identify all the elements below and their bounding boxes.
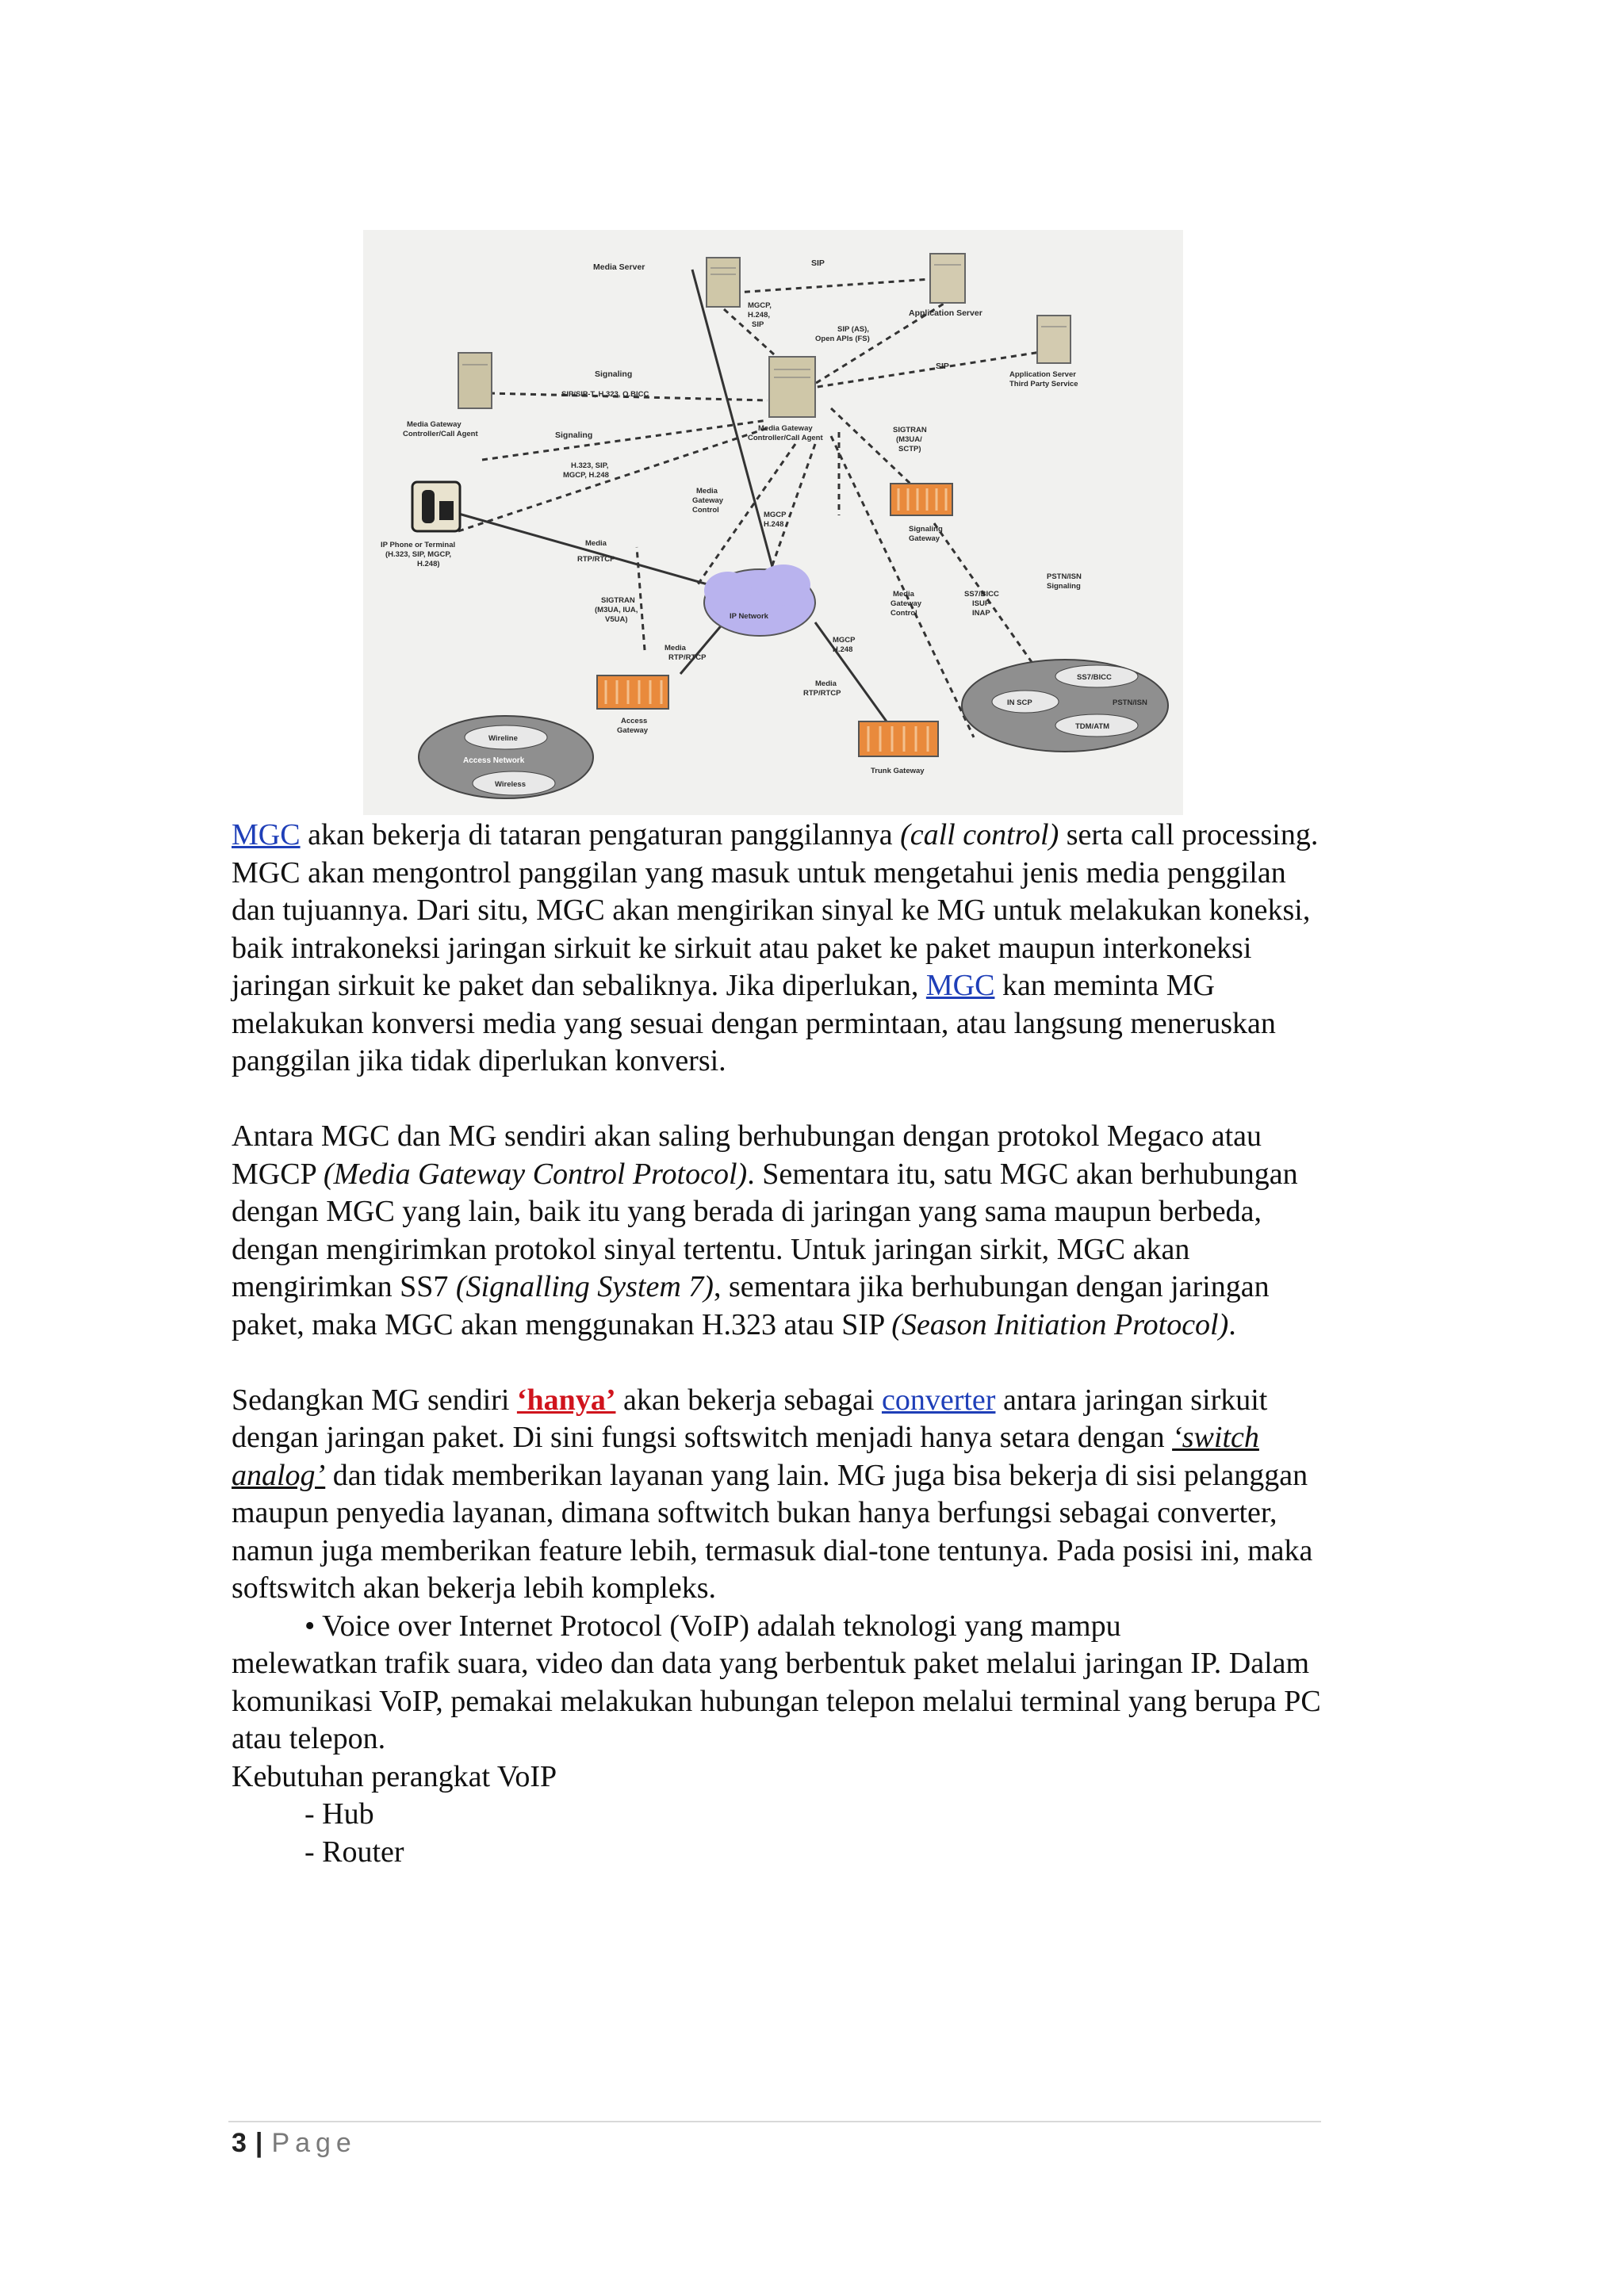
label-media3-2: RTP/RTCP [803, 689, 841, 698]
label-cloud-tdm: TDM/ATM [1075, 722, 1110, 731]
text: melewatkan trafik suara, video dan data yang berbentuk paket melalui jaringan IP. Dalam komunikasi VoIP, pemakai melakukan hubungan telepon melalui terminal yang berupa PC atau telepon. [232, 1647, 1321, 1755]
label-ss7-2: ISUP [972, 599, 990, 608]
label-mgcp-h248-sip-1: MGCP, [748, 301, 772, 310]
text: akan bekerja sebagai [615, 1383, 882, 1417]
paragraph-mgc [232, 817, 1326, 1081]
mgc-link-2[interactable]: MGC [925, 969, 995, 1002]
label-wireless: Wireless [495, 780, 526, 789]
softswitch-architecture-diagram [363, 230, 1183, 815]
label-application-server: Application Server [909, 308, 982, 318]
label-media-1: Media [585, 539, 607, 548]
label-cloud-inscp: IN SCP [1007, 698, 1032, 707]
label-media2-1: Media [665, 644, 686, 652]
label-signaling-gateway-1: Signaling [909, 525, 943, 534]
text: . [1228, 1307, 1236, 1341]
label-wireline: Wireline [488, 734, 518, 743]
mgc-left-server-icon [458, 353, 492, 408]
text: , sementara jika berhubungan dengan jaringan paket, maka MGC akan menggunakan H.323 atau SIP [232, 1270, 1270, 1341]
label-mgc-center-2: Controller/Call Agent [748, 434, 823, 442]
label-signaling-2: Signaling [555, 430, 593, 440]
label-ss7-3: INAP [972, 609, 990, 618]
italic-text: (Season Initiation Protocol) [891, 1307, 1229, 1341]
label-signaling-1: Signaling [595, 369, 633, 379]
media-server-icon [707, 258, 740, 307]
text: antara jaringan sirkuit dengan jaringan paket. Di sini fungsi softswitch menjadi hanya setara dengan [232, 1383, 1268, 1454]
document-body [232, 817, 1326, 1871]
label-media-server: Media Server [593, 262, 645, 272]
third-party-server-icon [1037, 316, 1071, 363]
label-app-server-3p-1: Application Server [1009, 370, 1076, 379]
label-sigtran-top-1: SIGTRAN [893, 426, 927, 434]
application-server-icon [930, 254, 965, 303]
paragraph-voip [232, 1608, 1326, 1758]
label-mg-control2-1: Media [893, 590, 914, 599]
label-ip-phone-1: IP Phone or Terminal [381, 541, 456, 549]
text: akan bekerja di tataran pengaturan panggilannya [300, 818, 901, 851]
label-ip-phone-2: (H.323, SIP, MGCP, [385, 550, 452, 559]
trunk-gateway-icon [859, 721, 938, 756]
label-ip-network: IP Network [730, 612, 768, 621]
label-sip-as-2: Open APIs (FS) [815, 335, 870, 343]
label-cloud-ss7: SS7/BICC [1077, 673, 1112, 682]
label-mgcp-h248-b-1: MGCP [833, 636, 856, 645]
label-mgc-left-1: Media Gateway [407, 420, 462, 429]
label-pstn-signaling-1: PSTN/ISN [1047, 572, 1082, 581]
emphasis-hanya: ‘hanya’ [516, 1383, 616, 1417]
label-sip-sipt: SIP/SIP-T, H.323, Q.BICC [561, 390, 649, 399]
label-sigtran-left-3: V5UA) [605, 615, 628, 624]
label-mg-control1-3: Control [692, 506, 719, 515]
label-h323-1: H.323, SIP, [571, 461, 609, 470]
label-sigtran-top-2: (M3UA/ [896, 435, 922, 444]
label-mg-control2-3: Control [891, 609, 917, 618]
label-sip-top: SIP [811, 258, 825, 268]
label-ip-phone-3: H.248) [417, 560, 440, 568]
label-sigtran-top-3: SCTP) [898, 445, 921, 453]
label-media2-2: RTP/RTCP [668, 653, 707, 662]
label-mgcp-h248-a-2: H.248 [764, 520, 784, 529]
footer-divider [228, 2121, 1321, 2122]
voip-requirements-heading: Kebutuhan perangkat VoIP [232, 1759, 557, 1793]
label-mg-control1-1: Media [696, 487, 718, 496]
converter-link[interactable]: converter [881, 1383, 996, 1417]
text: Sedangkan MG sendiri [232, 1383, 517, 1417]
italic-text: (call control) [900, 818, 1059, 851]
ip-phone-icon [412, 482, 460, 531]
label-signaling-gateway-2: Gateway [909, 534, 940, 543]
label-mg-control2-2: Gateway [891, 599, 922, 608]
label-cloud-pstn: PSTN/ISN [1113, 698, 1147, 707]
label-mgcp-h248-sip-2: H.248, [748, 311, 770, 320]
label-media3-1: Media [815, 679, 837, 688]
text: dan tidak memberikan layanan yang lain. MG juga bisa bekerja di sisi pelanggan maupun penyedia layanan, dimana softwitch bukan hanya berfungsi sebagai converter, namun juga memberikan feature lebih, termasuk dial-tone tentunya. Pada posisi ini, maka softswitch akan bekerja lebih kompleks. [232, 1458, 1313, 1605]
italic-text: (Signalling System 7) [455, 1270, 714, 1303]
access-gateway-icon [597, 675, 668, 709]
label-h323-2: MGCP, H.248 [563, 471, 609, 480]
italic-text: (Media Gateway Control Protocol) [323, 1157, 748, 1191]
label-access-network: Access Network [463, 756, 525, 765]
text: serta call processing. MGC akan mengontrol panggilan yang masuk untuk mengetahui jenis media penggilan dan tujuannya. Dari situ, MGC akan mengirikan sinyal ke MG untuk melakukan koneksi, baik intrakoneksi jaringan sirkuit ke sirkuit atau paket ke paket maupun interkoneksi jaringan sirkuit ke paket dan sebaliknya. Jika diperlukan, [232, 818, 1319, 1002]
label-mgcp-h248-a-1: MGCP [764, 511, 787, 519]
label-mgcp-h248-b-2: H.248 [833, 645, 853, 654]
network-diagram [363, 230, 1183, 815]
underlined-italic-text: ‘switch analog’ [232, 1421, 1259, 1492]
label-mgc-center-1: Media Gateway [758, 424, 813, 433]
text: . Sementara itu, satu MGC akan berhubungan dengan MGC yang lain, baik itu yang berada di jaringan yang sama maupun berbeda, dengan mengirimkan protokol sinyal tertentu. Untuk jaringan sirkit, MGC akan mengirimkan SS7 [232, 1157, 1298, 1303]
label-mg-control1-2: Gateway [692, 496, 724, 505]
bullet-text: • Voice over Internet Protocol (VoIP) adalah teknologi yang mampu [304, 1609, 1121, 1643]
label-ss7-1: SS7/BICC [964, 590, 999, 599]
label-sip-as-1: SIP (AS), [837, 325, 869, 334]
label-access-gateway-1: Access [621, 717, 648, 725]
label-trunk-gateway: Trunk Gateway [871, 767, 925, 775]
page-number: 3 [232, 2128, 247, 2158]
page-word: Page [271, 2128, 357, 2158]
paragraph-mg [232, 1382, 1326, 1608]
label-access-gateway-2: Gateway [617, 726, 649, 735]
text: kan meminta MG melakukan konversi media yang sesuai dengan permintaan, atau langsung meneruskan panggilan jika tidak diperlukan konversi. [232, 969, 1276, 1077]
list-item: - Router [304, 1835, 404, 1869]
label-sip-right: SIP [936, 362, 949, 371]
paragraph-mgc-mg [232, 1118, 1326, 1344]
label-rtp-1: RTP/RTCP [577, 555, 615, 564]
label-app-server-3p-2: Third Party Service [1009, 380, 1078, 388]
label-mgcp-h248-sip-3: SIP [752, 320, 764, 329]
list-item: - Hub [304, 1797, 374, 1831]
text: Antara MGC dan MG sendiri akan saling berhubungan dengan protokol Megaco atau MGCP [232, 1119, 1262, 1191]
footer-separator: | [255, 2128, 264, 2158]
label-sigtran-left-2: (M3UA, IUA, [595, 606, 638, 614]
label-mgc-left-2: Controller/Call Agent [403, 430, 478, 438]
signaling-gateway-icon [891, 484, 952, 515]
mgc-center-server-icon [769, 357, 815, 417]
label-sigtran-left-1: SIGTRAN [601, 596, 635, 605]
mgc-link-1[interactable]: MGC [232, 818, 301, 851]
page-footer [232, 2128, 357, 2159]
label-pstn-signaling-2: Signaling [1047, 582, 1081, 591]
ip-network-cloud-icon [704, 564, 815, 636]
